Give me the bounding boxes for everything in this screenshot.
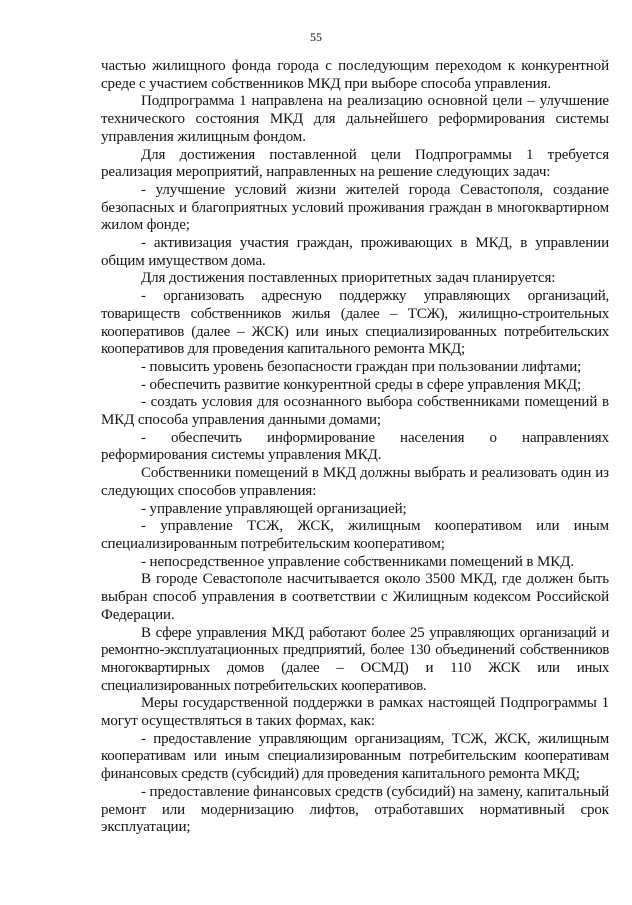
list-item: - создать условия для осознанного выбора собственниками помещений в МКД способа управления данными домами; — [101, 394, 609, 429]
list-item: - управление управляющей организацией; — [141, 500, 407, 517]
list-item: - управление ТСЖ, ЖСК, жилищным кооперативом или иным специализированным потребительским кооперативом; — [101, 518, 609, 552]
list-item: - организовать адресную поддержку управляющих организаций, товариществ собственников жилья (далее – ТСЖ), жилищно-строительных кооперативов (далее – ЖСК) или иных специализированных потребительских кооперативов для проведения капитального ремонта МКД; — [101, 288, 609, 358]
paragraph: частью жилищного фонда города с последующим переходом к конкурентной среде с участием собственников МКД при выборе способа управления. — [101, 58, 609, 92]
list-item: - предоставление управляющим организациям, ТСЖ, ЖСК, жилищным кооперативам или иным специализированным потребительским кооперативам финансовых средств (субсидий) для проведения капитального ремонта МКД; — [101, 730, 609, 783]
paragraph: В сфере управления МКД работают более 25 управляющих организаций и ремонтно-эксплуатационных предприятий, более 130 объединений собственников многоквартирных домов (далее – ОСМД) и 110 ЖСК или иных специализированных потребительских кооперативов. — [101, 624, 609, 694]
paragraph: Собственники помещений в МКД должны выбрать и реализовать один из следующих способов управления: — [101, 465, 609, 499]
paragraph: Для достижения поставленных приоритетных задач планируется: — [141, 270, 556, 287]
paragraph: Меры государственной поддержки в рамках настоящей Подпрограммы 1 могут осуществляться в таких формах, как: — [101, 695, 609, 730]
list-item: - повысить уровень безопасности граждан при пользовании лифтами; — [141, 358, 582, 375]
document-body — [101, 58, 609, 837]
list-item: - предоставление финансовых средств (субсидий) на замену, капитальный ремонт или модернизацию лифтов, отработавших нормативный срок эксплуатации; — [101, 783, 609, 836]
list-item: - активизация участия граждан, проживающих в МКД, в управлении общим имуществом дома. — [101, 235, 609, 269]
list-item: - обеспечить информирование населения о направлениях реформирования системы управления МКД. — [101, 429, 609, 464]
paragraph: Подпрограмма 1 направлена на реализацию основной цели – улучшение технического состояния МКД для дальнейшего реформирования системы управления жилищным фондом. — [101, 93, 609, 145]
list-item: - непосредственное управление собственниками помещений в МКД. — [141, 553, 574, 570]
page-number: 55 — [310, 30, 322, 44]
list-item: - обеспечить развитие конкурентной среды в сфере управления МКД; — [141, 376, 582, 393]
paragraph: В городе Севастополе насчитывается около 3500 МКД, где должен быть выбран способ управления в соответствии с Жилищным кодексом Российской Федерации. — [101, 571, 609, 623]
list-item: - улучшение условий жизни жителей города Севастополя, создание безопасных и благоприятных условий проживания граждан в многоквартирном жилом фонде; — [101, 181, 609, 234]
paragraph: Для достижения поставленной цели Подпрограммы 1 требуется реализация мероприятий, направленных на решение следующих задач: — [101, 146, 609, 181]
